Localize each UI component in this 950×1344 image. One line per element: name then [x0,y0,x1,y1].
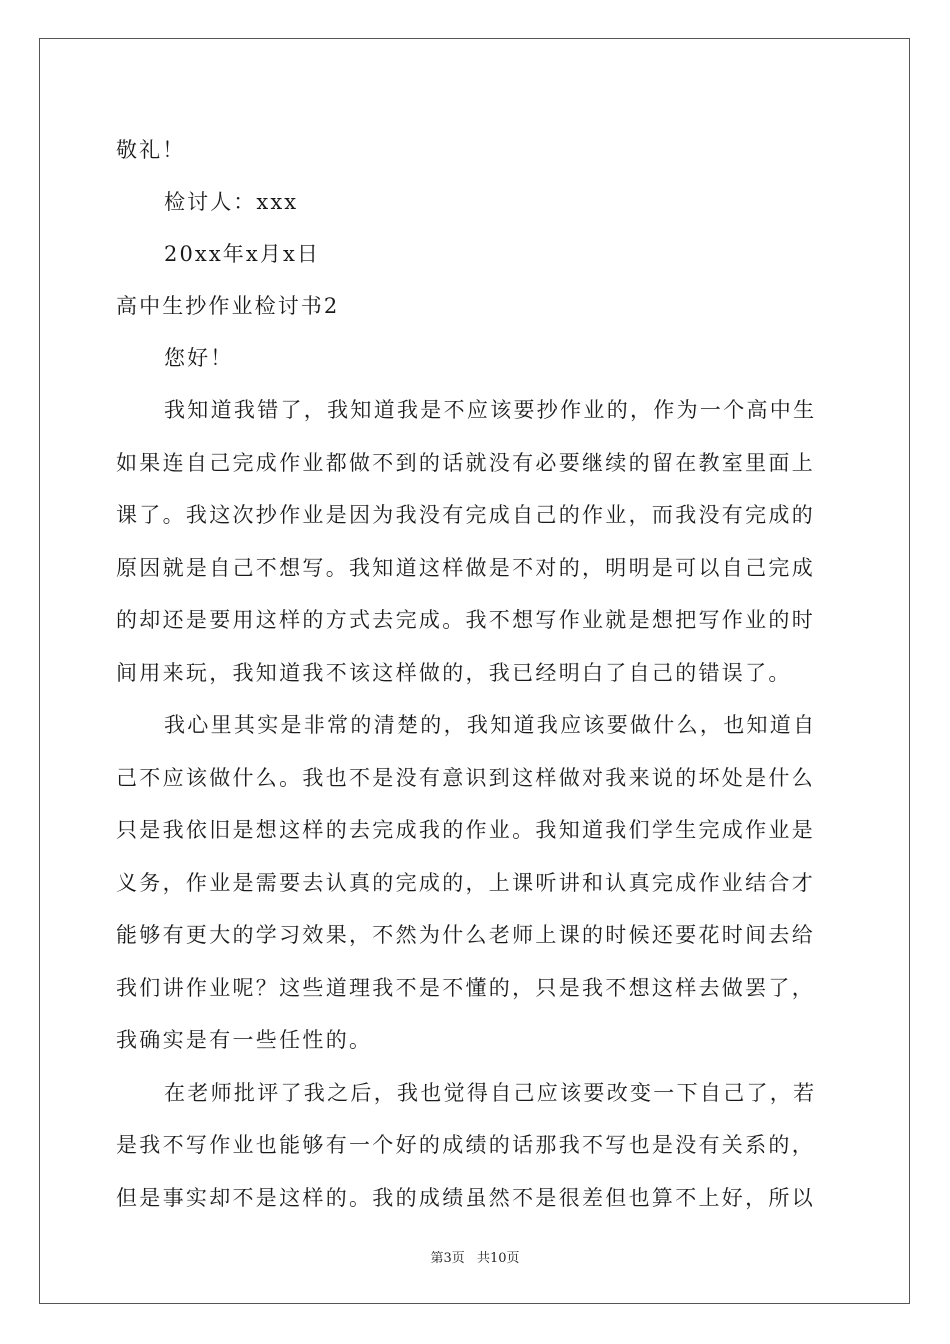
paragraph-line: 能够有更大的学习效果，不然为什么老师上课的时候还要花时间去给 [116,923,815,947]
paragraph-line: 我知道我错了，我知道我是不应该要抄作业的，作为一个高中生 [164,398,817,422]
paragraph-line: 间用来玩，我知道我不该这样做的，我已经明白了自己的错误了。 [116,660,792,685]
paragraph-line: 是我不写作业也能够有一个好的成绩的话那我不写也是没有关系的， [116,1133,815,1157]
paragraph-line: 原因就是自己不想写。我知道这样做是不对的，明明是可以自己完成 [116,555,815,580]
paragraph-line: 我心里其实是非常的清楚的，我知道我应该要做什么，也知道自 [164,713,817,737]
document-body [116,124,836,1224]
greeting-line: 您好！ [164,346,234,370]
paragraph-1 [116,384,836,699]
paragraph-line: 己不应该做什么。我也不是没有意识到这样做对我来说的坏处是什么 [116,765,815,790]
paragraph-line: 我们讲作业呢？这些道理我不是不懂的，只是我不想这样去做罢了， [116,975,815,1000]
page-footer [0,1247,950,1266]
paragraph-line: 如果连自己完成作业都做不到的话就没有必要继续的留在教室里面上 [116,450,815,475]
paragraph-2 [116,699,836,1067]
page-number: 第3页 [430,1251,465,1266]
section-title: 高中生抄作业检讨书2 [116,294,340,318]
paragraph-line: 在老师批评了我之后，我也觉得自己应该要改变一下自己了，若 [164,1080,817,1105]
paragraph-line: 义务，作业是需要去认真的完成的，上课听讲和认真完成作业结合才 [116,870,815,895]
paragraph-line: 只是我依旧是想这样的去完成我的作业。我知道我们学生完成作业是 [116,818,815,842]
date-line: 20xx年x月x日 [164,242,320,266]
paragraph-line: 但是事实却不是这样的。我的成绩虽然不是很差但也算不上好，所以 [116,1185,815,1210]
page-total: 共10页 [476,1251,520,1266]
paragraph-3 [116,1067,836,1225]
paragraph-line: 课了。我这次抄作业是因为我没有完成自己的作业，而我没有完成的 [116,503,815,527]
closing-salutation: 敬礼！ [116,138,186,162]
paragraph-line: 我确实是有一些任性的。 [116,1028,373,1052]
signer-line: 检讨人：xxx [164,190,299,214]
paragraph-line: 的却还是要用这样的方式去完成。我不想写作业就是想把写作业的时 [116,608,815,632]
